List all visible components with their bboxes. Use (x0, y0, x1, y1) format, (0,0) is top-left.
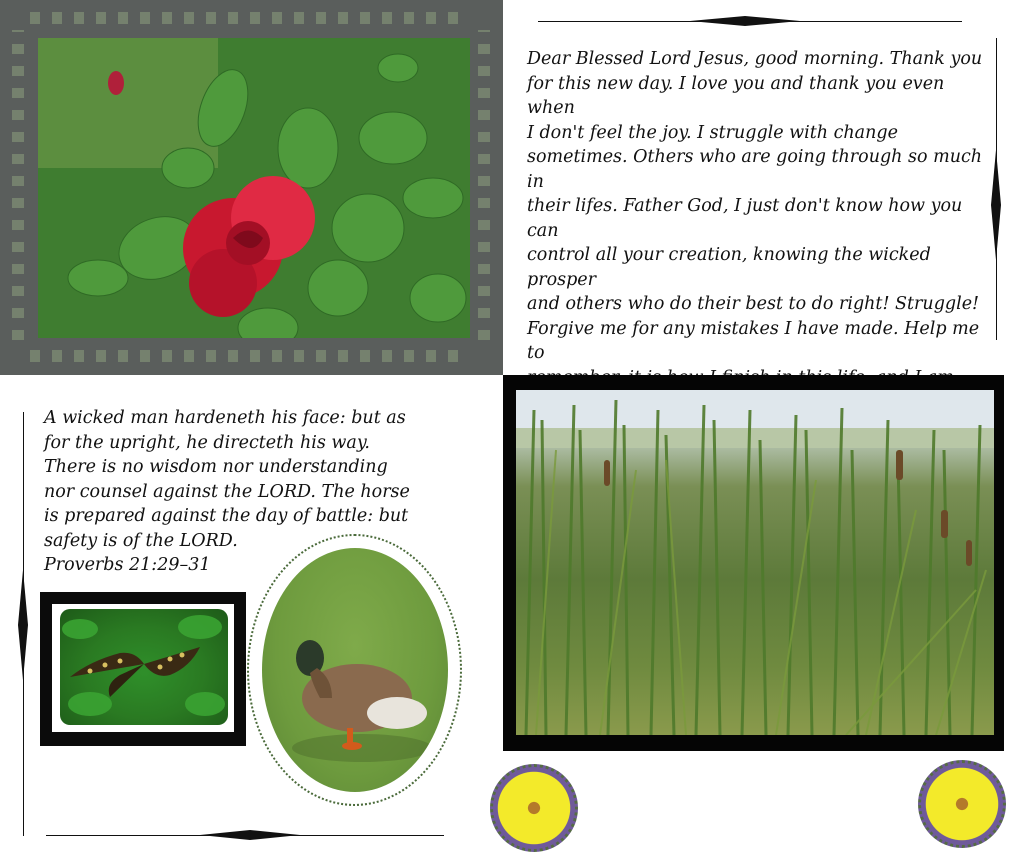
vine-border-top (30, 12, 470, 24)
verse-line: for the upright, he directeth his way. (44, 432, 370, 453)
prayer-line: and others who do their best to do right! Struggle! (527, 294, 980, 314)
verse-line: safety is of the LORD. (44, 530, 238, 551)
butterfly-illustration (60, 609, 228, 725)
butterfly-photo (60, 609, 228, 725)
bottom-divider-ornament (200, 830, 300, 840)
top-divider-ornament (690, 16, 800, 26)
vine-border-left (12, 30, 24, 340)
right-divider-ornament (991, 150, 1001, 260)
yellow-flower-photo-right (918, 760, 1006, 848)
rose-photo (38, 38, 470, 338)
duck-illustration (262, 548, 448, 792)
prayer-line: control all your creation, knowing the wicked prosper (527, 245, 931, 290)
verse-line: is prepared against the day of battle: but (44, 506, 409, 526)
prayer-line: sometimes. Others who are going through so much in (527, 147, 983, 192)
yellow-flower-photo-left (490, 764, 578, 852)
prayer-line: Dear Blessed Lord Jesus, good morning. Thank you (527, 49, 983, 69)
prayer-line: their lifes. Father God, I just don't know how you can (527, 196, 963, 241)
verse-line: A wicked man hardeneth his face: but as (44, 408, 406, 428)
cattail-illustration (516, 390, 994, 735)
left-divider-ornament (18, 570, 28, 680)
verse-line: nor counsel against the LORD. The horse (44, 481, 410, 502)
duck-photo (262, 548, 448, 792)
prayer-line: for this new day. I love you and thank you even when (527, 73, 945, 118)
rose-illustration (38, 38, 470, 338)
prayer-line: I don't feel the joy. I struggle with change (527, 122, 898, 143)
vine-border-right (478, 30, 490, 340)
prayer-line: Forgive me for any mistakes I have made. Help me to (527, 318, 980, 363)
verse-line: There is no wisdom nor understanding (44, 457, 388, 477)
cattail-photo (516, 390, 994, 735)
verse-reference: Proverbs 21:29–31 (44, 555, 211, 575)
vine-border-bottom (30, 350, 470, 362)
